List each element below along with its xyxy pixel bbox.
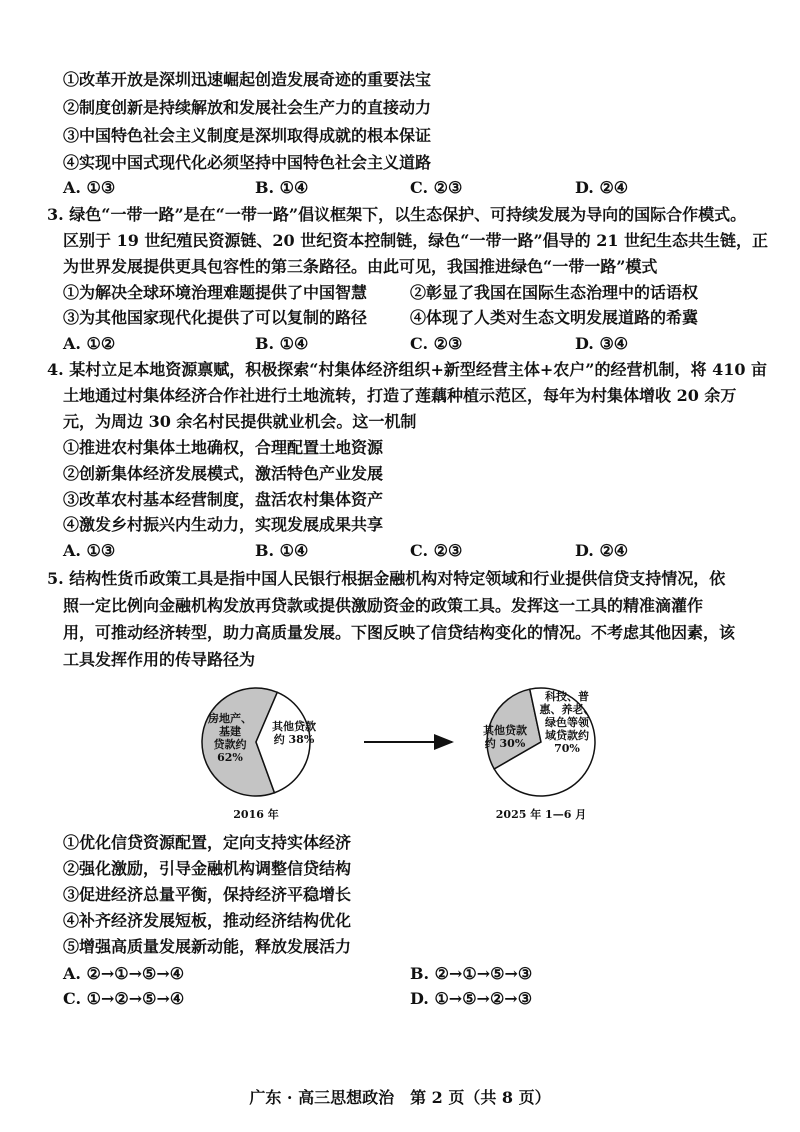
q3-item-2: ②彰显了我国在国际生态治理中的话语权: [410, 283, 699, 302]
q5-item-3: ③促进经济总量平衡，保持经济平稳增长: [63, 885, 352, 904]
q5-options-row-2: [63, 987, 768, 1011]
slice-label: 科技、普惠、养老、绿色等领域贷款约 70%: [539, 690, 595, 755]
q4-option-a: A. ①③: [63, 541, 116, 560]
page-footer: 广东 · 高三思想政治 第 2 页（共 8 页）: [249, 1088, 551, 1107]
q5-option-a: A. ②→①→⑤→④: [63, 964, 185, 983]
chart-caption: 2016 年: [233, 808, 279, 821]
q5-stem-line-1: 5. 结构性货币政策工具是指中国人民银行根据金融机构对特定领域和行业提供信贷支持情况，依: [47, 569, 726, 588]
q5-option-d: D. ①→⑤→②→③: [410, 989, 533, 1008]
q3-options: [63, 332, 768, 356]
slice-label: 其他贷款约 38%: [272, 720, 316, 746]
q2-option-d: D. ②④: [575, 178, 629, 197]
q3-option-a: A. ①②: [63, 334, 116, 353]
q4-stem-line-3: 元，为周边 30 余名村民提供就业机会。这一机制: [63, 412, 417, 431]
q5-option-b: B. ②→①→⑤→③: [410, 964, 533, 983]
q4-item-2: ②创新集体经济发展模式，激活特色产业发展: [63, 464, 384, 483]
q3-item-4: ④体现了人类对生态文明发展道路的希冀: [410, 308, 699, 327]
q3-stem-line-3: 为世界发展提供更具包容性的第三条路径。由此可见，我国推进绿色“一带一路”模式: [63, 257, 658, 276]
q3-item-3: ③为其他国家现代化提供了可以复制的路径: [63, 308, 368, 327]
q2-item-4: ④实现中国式现代化必须坚持中国特色社会主义道路: [63, 153, 432, 172]
q5-stem-line-2: 照一定比例向金融机构发放再贷款或提供激励资金的政策工具。发挥这一工具的精准滴灌作: [63, 596, 704, 615]
q2-option-b: B. ①④: [255, 178, 309, 197]
slice-label: 房地产、基建贷款约 62%: [208, 712, 252, 764]
q4-stem-line-1: 4. 某村立足本地资源禀赋，积极探索“村集体经济组织+新型经营主体+农户”的经营机制，将 410 亩: [47, 360, 768, 379]
q4-option-b: B. ①④: [255, 541, 309, 560]
q4-option-c: C. ②③: [410, 541, 463, 560]
q2-item-1: ①改革开放是深圳迅速崛起创造发展奇迹的重要法宝: [63, 70, 432, 89]
q3-items-row-2: [63, 306, 768, 330]
q3-stem-line-2: 区别于 19 世纪殖民资源链、20 世纪资本控制链，绿色“一带一路”倡导的 21 世纪生态共生链，正: [63, 231, 768, 250]
q3-item-1: ①为解决全球环境治理难题提供了中国智慧: [63, 283, 368, 302]
q4-item-3: ③改革农村基本经营制度，盘活农村集体资产: [63, 490, 384, 509]
q3-items-row-1: [63, 281, 768, 305]
q4-stem-line-2: 土地通过村集体经济合作社进行土地流转，打造了莲藕种植示范区，每年为村集体增收 20 余万: [63, 386, 737, 405]
q3-option-d: D. ③④: [575, 334, 629, 353]
q2-item-3: ③中国特色社会主义制度是深圳取得成就的根本保证: [63, 126, 432, 145]
q5-item-1: ①优化信贷资源配置，定向支持实体经济: [63, 833, 352, 852]
q2-item-2: ②制度创新是持续解放和发展社会生产力的直接动力: [63, 98, 432, 117]
slice-label: 其他贷款约 30%: [483, 724, 527, 750]
q4-item-1: ①推进农村集体土地确权，合理配置土地资源: [63, 438, 384, 457]
q3-option-b: B. ①④: [255, 334, 309, 353]
q2-option-a: A. ①③: [63, 178, 116, 197]
q5-option-c: C. ①→②→⑤→④: [63, 989, 185, 1008]
q4-item-4: ④激发乡村振兴内生动力，实现发展成果共享: [63, 515, 384, 534]
q5-options-row-1: [63, 962, 768, 986]
q2-options: [63, 176, 768, 200]
q5-stem-line-4: 工具发挥作用的传导路径为: [63, 650, 256, 669]
q2-option-c: C. ②③: [410, 178, 463, 197]
q4-options: [63, 539, 768, 563]
q5-stem-line-3: 用，可推动经济转型，助力高质量发展。下图反映了信贷结构变化的情况。不考虑其他因素，该: [63, 623, 736, 642]
q5-item-5: ⑤增强高质量发展新动能，释放发展活力: [63, 937, 352, 956]
q3-stem-line-1: 3. 绿色“一带一路”是在“一带一路”倡议框架下，以生态保护、可持续发展为导向的国际合作模式。: [47, 205, 747, 224]
q3-option-c: C. ②③: [410, 334, 463, 353]
chart-caption: 2025 年 1—6 月: [495, 808, 587, 821]
q5-item-4: ④补齐经济发展短板，推动经济结构优化: [63, 911, 352, 930]
q5-item-2: ②强化激励，引导金融机构调整信贷结构: [63, 859, 352, 878]
credit-structure-chart: [0, 672, 800, 832]
q4-option-d: D. ②④: [575, 541, 629, 560]
